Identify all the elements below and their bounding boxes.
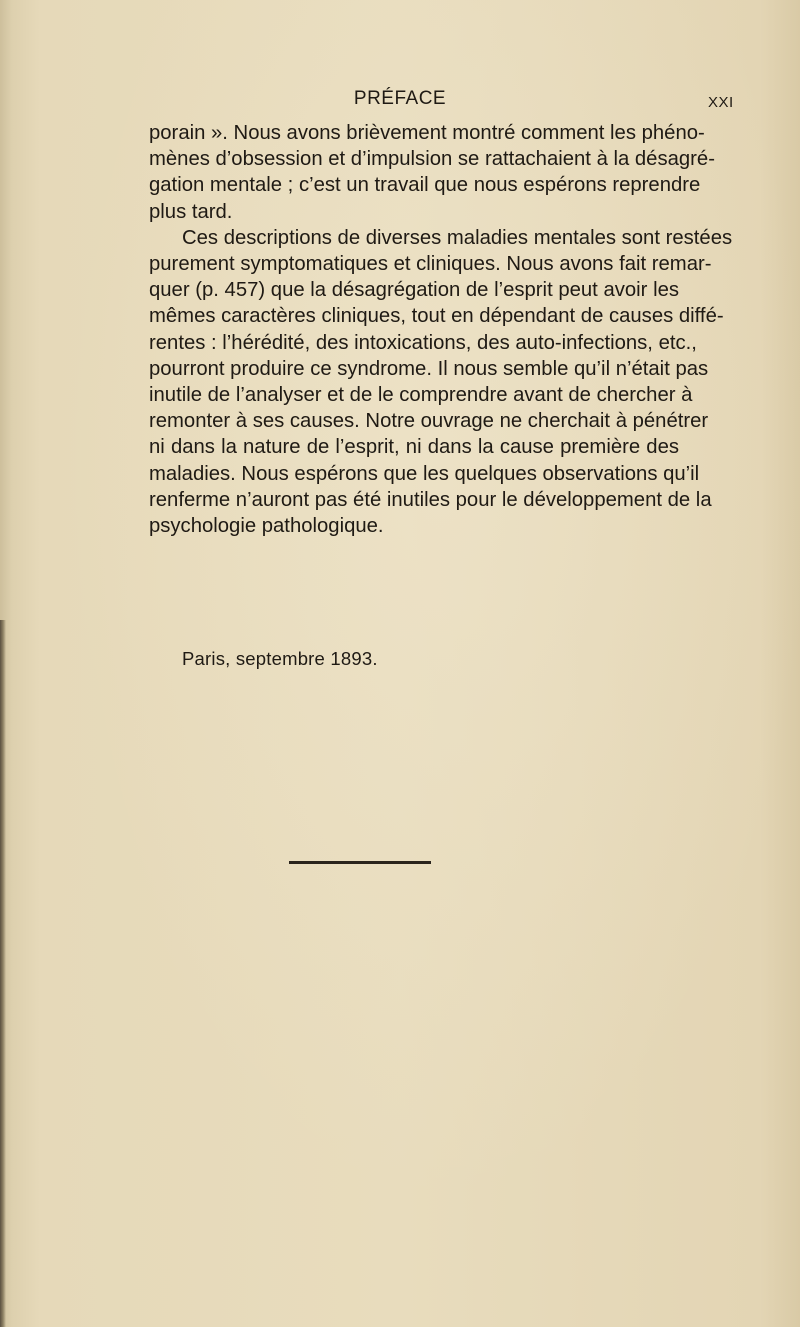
text-line: renferme n’auront pas été inutiles pour le développement de la xyxy=(149,488,712,511)
body-text xyxy=(149,120,733,539)
text-line: plus tard. xyxy=(149,200,233,223)
text-line: ni dans la nature de l’esprit, ni dans la cause première des xyxy=(149,436,679,459)
page-number: XXI xyxy=(708,94,734,111)
text-line: purement symptomatiques et cliniques. Nous avons fait remar- xyxy=(149,253,712,276)
text-line: psychologie pathologique. xyxy=(149,515,384,538)
text-line: Ces descriptions de diverses maladies mentales sont restées xyxy=(182,226,733,249)
text-line: mènes d’obsession et d’impulsion se rattachaient à la désagré- xyxy=(149,148,715,171)
text-line: remonter à ses causes. Notre ouvrage ne cherchait à pénétrer xyxy=(149,410,709,433)
text-line: gation mentale ; c’est un travail que nous espérons reprendre xyxy=(149,174,701,197)
text-line: mêmes caractères cliniques, tout en dépendant de causes diffé- xyxy=(149,305,724,328)
text-line: quer (p. 457) que la désagrégation de l’esprit peut avoir les xyxy=(149,279,679,302)
page-header xyxy=(0,88,800,118)
place-date-signature: Paris, septembre 1893. xyxy=(182,648,378,669)
page-binding-edge xyxy=(0,620,6,1327)
running-title: PRÉFACE xyxy=(353,88,447,109)
text-line: inutile de l’analyser et de le comprendre avant de chercher à xyxy=(149,384,693,407)
text-line: porain ». Nous avons brièvement montré comment les phéno- xyxy=(149,122,705,144)
text-line: rentes : l’hérédité, des intoxications, des auto-infections, etc., xyxy=(149,331,697,354)
text-line: pourront produire ce syndrome. Il nous semble qu’il n’était pas xyxy=(149,357,709,380)
text-line: maladies. Nous espérons que les quelques observations qu’il xyxy=(149,462,700,485)
horizontal-rule xyxy=(289,861,431,864)
